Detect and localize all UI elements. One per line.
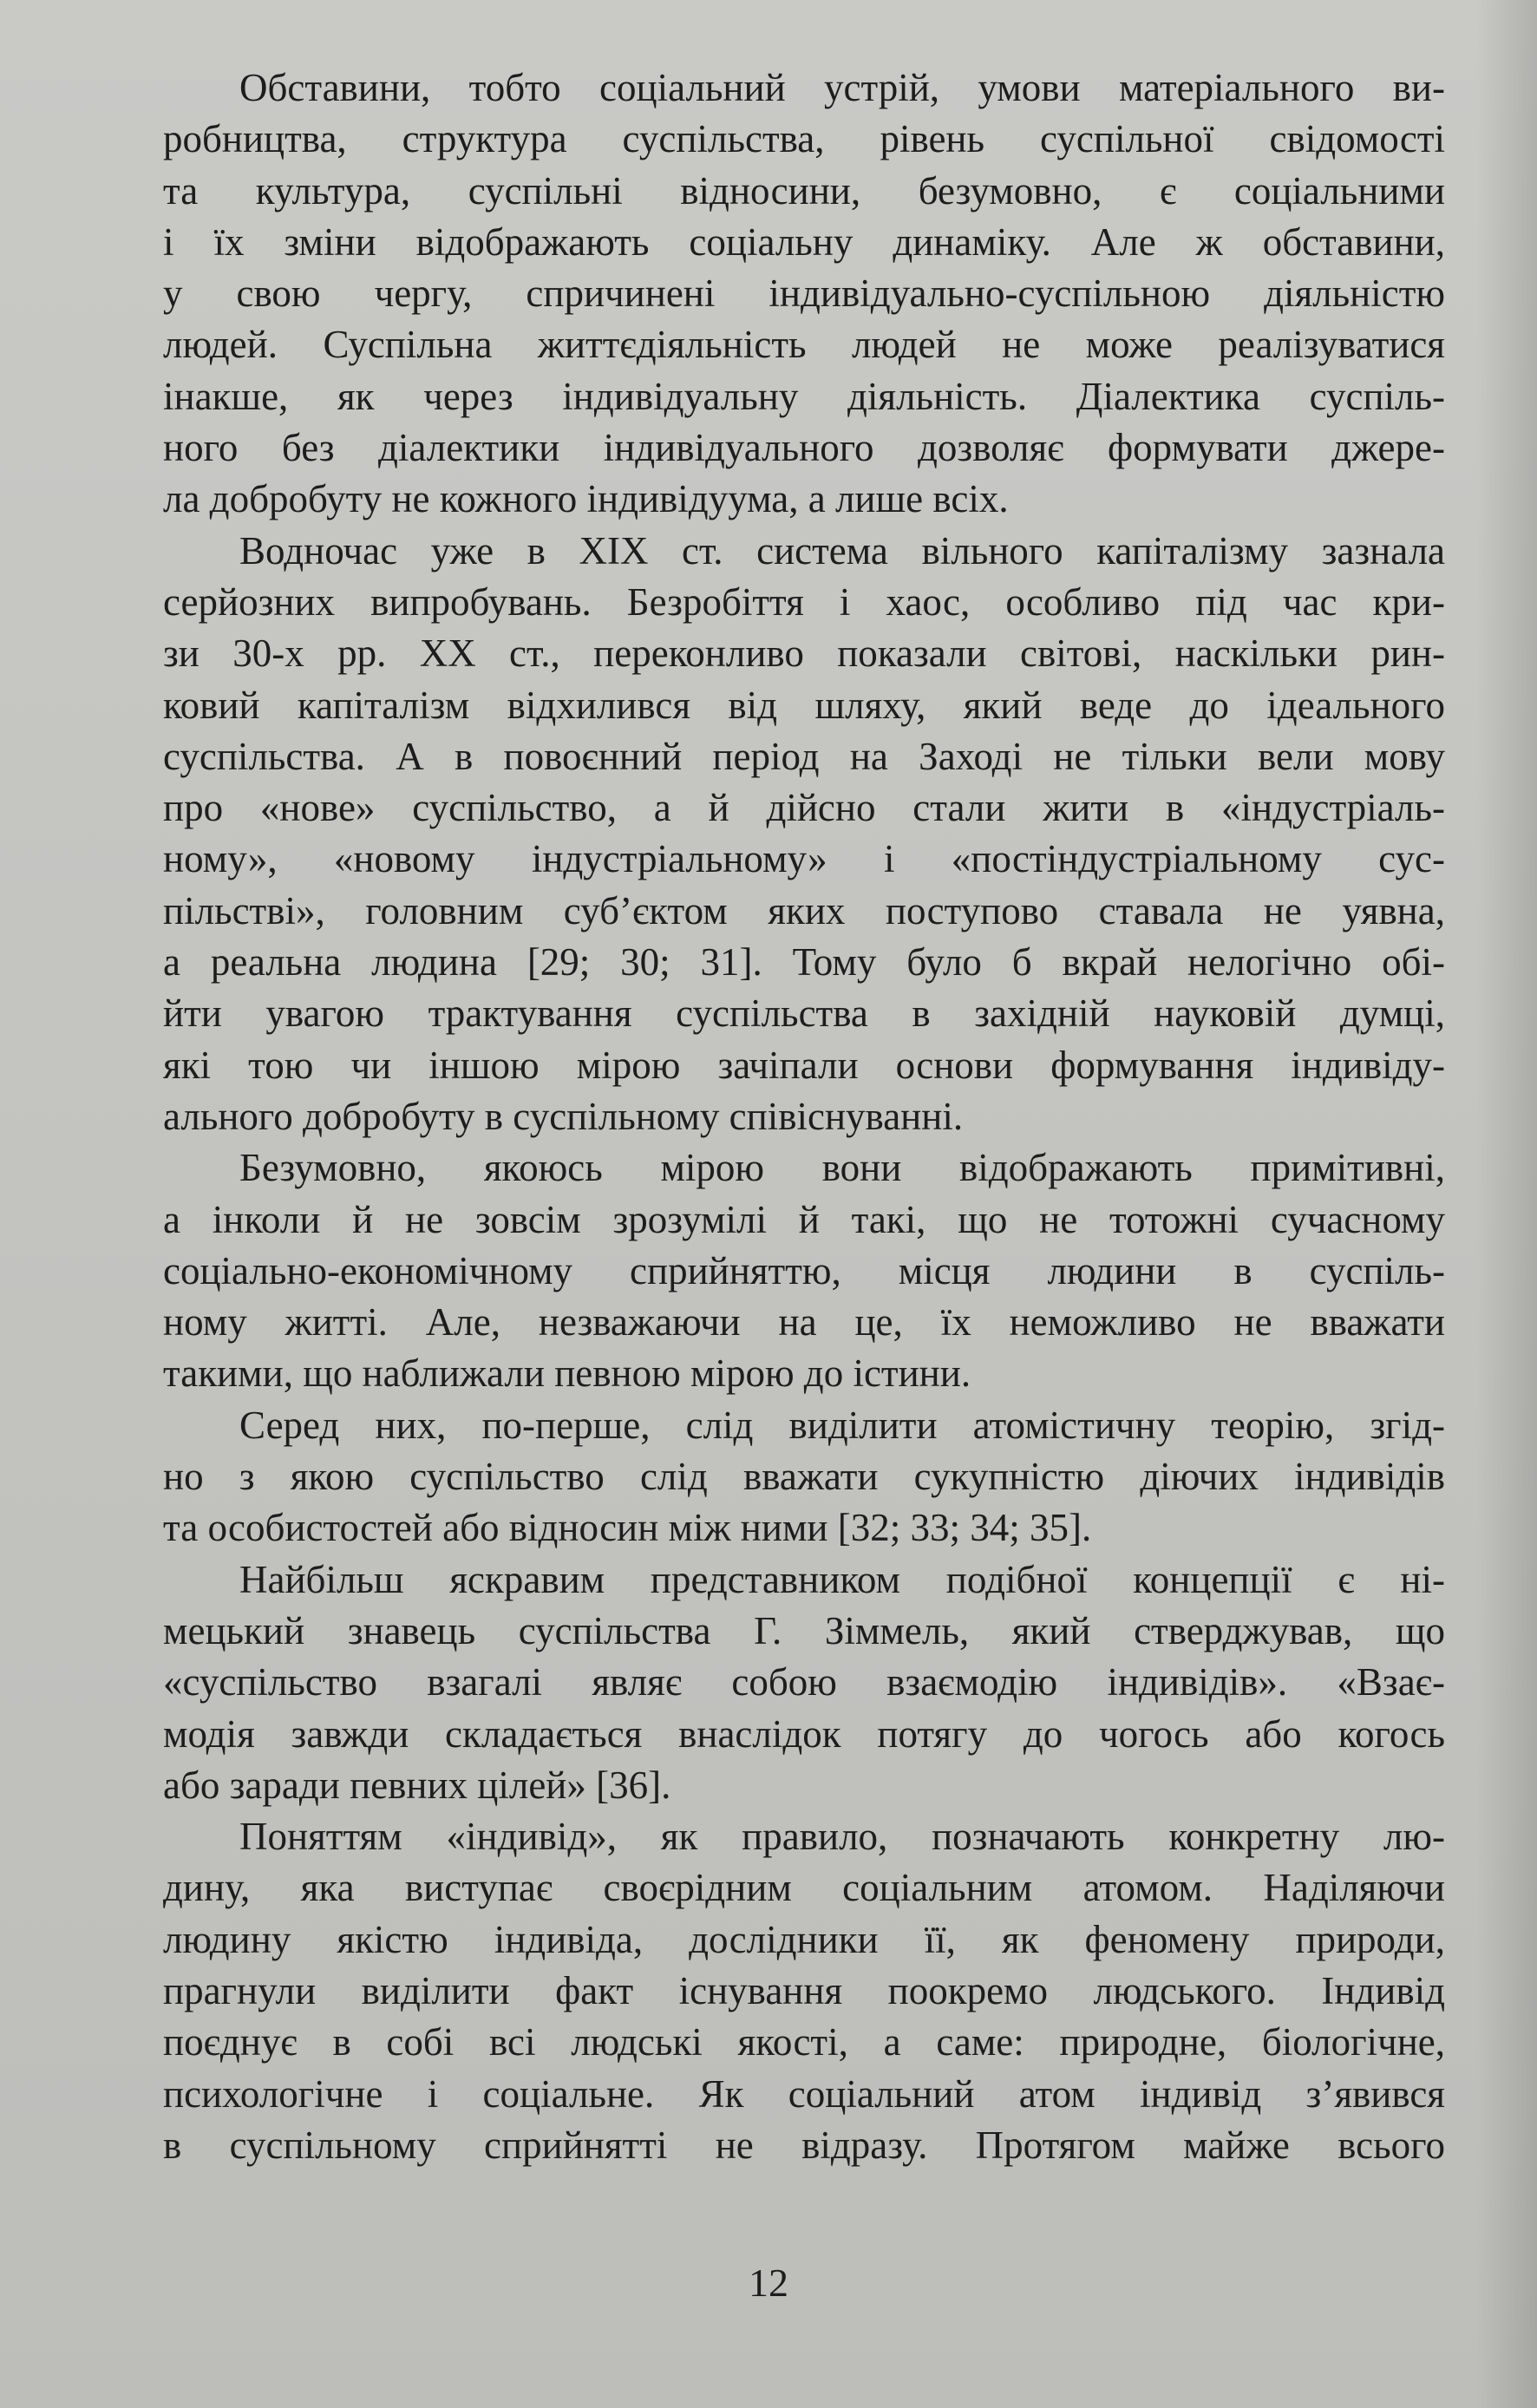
text-line: Найбільш яскравим представником подібної концепції є ні- [239, 1557, 1445, 1601]
text-line: поєднує в собі всі людські якості, а саме: природне, біологічне, [163, 2020, 1445, 2064]
text-line: ального добробуту в суспільному співіснуванні. [163, 1094, 964, 1138]
text-line: йти увагою трактування суспільства в західній науковій думці, [163, 991, 1445, 1036]
text-line: пільстві», головним суб’єктом яких поступово ставала не уявна, [163, 888, 1445, 932]
text-line: такими, що наближали певною мірою до істини. [163, 1351, 971, 1396]
text-line: серйозних випробувань. Безробіття і хаос, особливо під час кри- [163, 579, 1445, 624]
text-line: соціально-економічному сприйняттю, місця людини в суспіль- [163, 1248, 1445, 1292]
text-line: людину якістю індивіда, дослідники її, як феномену природи, [163, 1917, 1445, 1961]
text-line: і їх зміни відображають соціальну динаміку. Але ж обставини, [163, 219, 1445, 264]
paragraph [163, 1554, 1445, 1811]
text-line: Водночас уже в XIX ст. система вільного капіталізму зазнала [239, 528, 1445, 573]
text-line: зи 30-х рр. XX ст., переконливо показали світові, наскільки рин- [163, 631, 1445, 676]
text-line: психологічне і соціальне. Як соціальний атом індивід з’явився [163, 2071, 1445, 2116]
text-line: Безумовно, якоюсь мірою вони відображають примітивні, [239, 1146, 1445, 1190]
text-line: Серед них, по-перше, слід виділити атомістичну теорію, згід- [239, 1403, 1445, 1447]
page-edge-shadow [1476, 0, 1537, 2408]
text-line: та особистостей або відносин між ними [32; 33; 34; 35]. [163, 1506, 1092, 1550]
paragraph [163, 1811, 1445, 2171]
text-line: ного без діалектики індивідуального дозволяє формувати джере- [163, 426, 1445, 470]
text-line: а інколи й не зовсім зрозумілі й такі, що не тотожні сучасному [163, 1197, 1445, 1241]
text-line: які тою чи іншою мірою зачіпали основи формування індивіду- [163, 1043, 1445, 1087]
text-line: робництва, структура суспільства, рівень суспільної свідомості [163, 117, 1445, 161]
text-line: суспільства. А в повоєнний період на Заході не тільки вели мову [163, 734, 1445, 778]
paragraph [163, 1142, 1445, 1399]
text-line: людей. Суспільна життєдіяльність людей не може реалізуватися [163, 323, 1445, 367]
text-line: Поняттям «індивід», як правило, позначають конкретну лю- [239, 1815, 1445, 1859]
text-line: ла добробуту не кожного індивідуума, а лише всіх. [163, 477, 1009, 521]
body-text [163, 62, 1445, 2171]
paragraph [163, 62, 1445, 526]
text-line: або заради певних цілей» [36]. [163, 1763, 671, 1807]
text-line: модія завжди складається внаслідок потягу до чогось або когось [163, 1711, 1445, 1756]
text-line: в суспільному сприйнятті не відразу. Протягом майже всього [163, 2123, 1445, 2167]
paragraph [163, 526, 1445, 1143]
text-line: Обставини, тобто соціальний устрій, умови матеріального ви- [239, 66, 1445, 109]
text-line: а реальна людина [29; 30; 31]. Тому було б вкрай нелогічно обі- [163, 940, 1445, 985]
text-line: мецький знавець суспільства Г. Зіммель, який стверджував, що [163, 1608, 1445, 1652]
text-line: у свою чергу, спричинені індивідуально-суспільною діяльністю [163, 272, 1445, 316]
text-line: інакше, як через індивідуальну діяльність. Діалектика суспіль- [163, 374, 1445, 418]
text-line: дину, яка виступає своєрідним соціальним атомом. Наділяючи [163, 1866, 1445, 1910]
text-line: «суспільство взагалі являє собою взаємодію індивідів». «Взає- [163, 1660, 1445, 1705]
text-line: прагнули виділити факт існування поокремо людського. Індивід [163, 1968, 1445, 2012]
text-line: про «нове» суспільство, а й дійсно стали жити в «індустріаль- [163, 786, 1445, 830]
page-number: 12 [749, 2261, 788, 2305]
text-line: ному житті. Але, незважаючи на це, їх неможливо не вважати [163, 1300, 1445, 1345]
text-line: та культура, суспільні відносини, безумовно, є соціальними [163, 168, 1445, 213]
text-line: ному», «новому індустріальному» і «постіндустріальному сус- [163, 837, 1445, 881]
text-line: ковий капіталізм відхилився від шляху, який веде до ідеального [163, 683, 1445, 727]
paragraph [163, 1400, 1445, 1554]
text-line: но з якою суспільство слід вважати сукупністю діючих індивідів [163, 1455, 1445, 1499]
